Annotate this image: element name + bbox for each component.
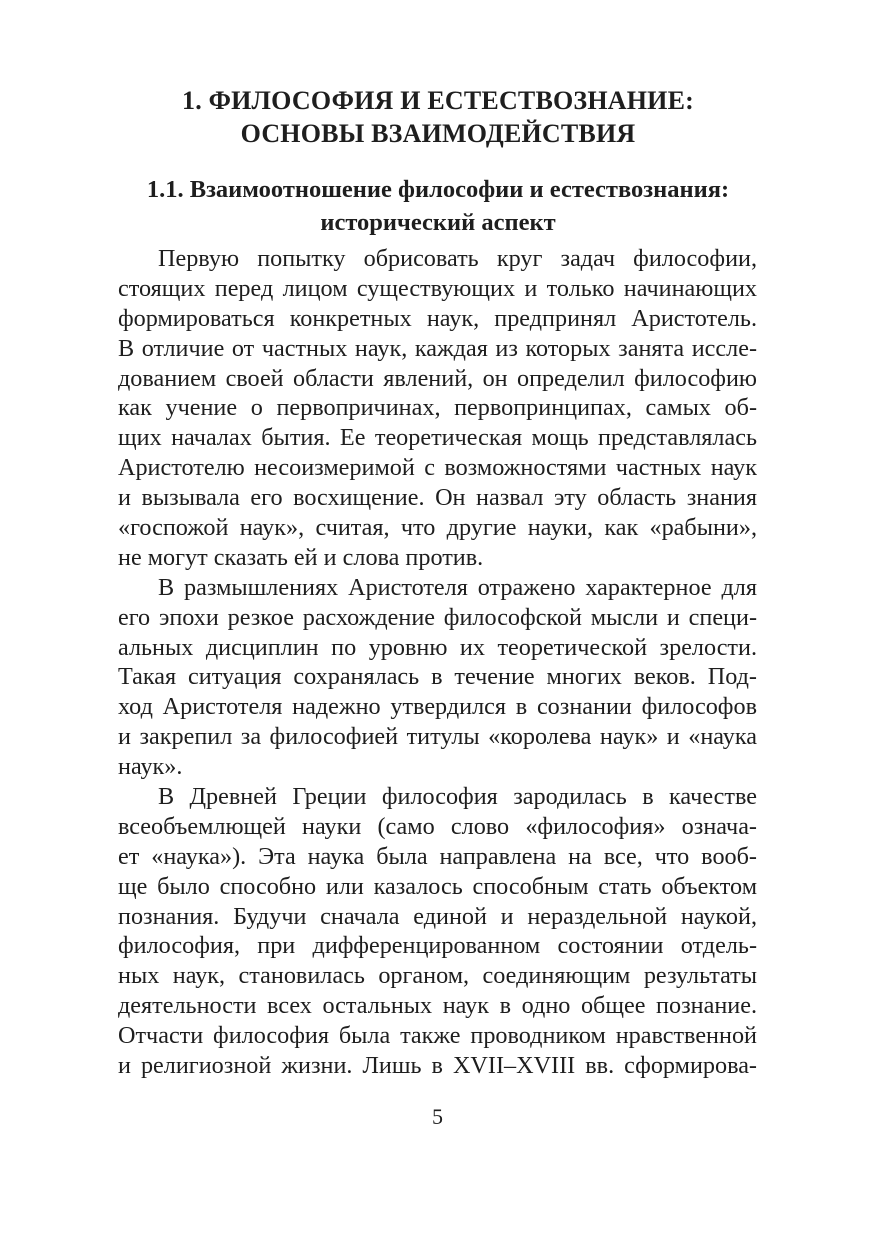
text-line: В Древней Греции философия зародилась в качестве [158,783,757,811]
text-line: стоящих перед лицом существующих и только начинающих [118,274,757,302]
text-line: дованием своей области явлений, он определил философию [118,364,757,392]
paragraph [118,573,757,782]
section-title-line: исторический аспект [320,209,556,236]
text-line: и вызывала его восхищение. Он назвал эту область знания [118,484,757,512]
text-line: ных наук, становилась органом, соединяющим результаты [118,962,757,990]
text-line: альных дисциплин по уровню их теоретической зрелости. [118,633,757,661]
section-title-line: 1.1. Взаимоотношение философии и естествознания: [146,176,730,203]
text-line: Такая ситуация сохранялась в течение многих веков. Под- [118,663,757,691]
body-text [118,244,757,1081]
text-line: не могут сказать ей и слова против. [118,543,484,571]
text-line: «госпожой наук», считая, что другие науки, как «рабыни», [118,514,757,542]
text-line: Аристотелю несоизмеримой с возможностями частных наук [118,454,757,482]
paragraph [118,782,757,1081]
page-number: 5 [432,1104,443,1129]
chapter-title-line: 1. ФИЛОСОФИЯ И ЕСТЕСТВОЗНАНИЕ: [182,86,694,115]
text-line: ет «наука»). Эта наука была направлена на все, что вооб- [118,842,757,870]
section-title [118,173,758,239]
text-line: В размышлениях Аристотеля отражено характерное для [158,573,757,601]
text-line: познания. Будучи сначала единой и нераздельной наукой, [118,902,757,930]
text-line: всеобъемлющей науки (само слово «философия» означа- [118,812,757,840]
text-line: формироваться конкретных наук, предпринял Аристотель. [118,304,757,332]
text-line: философия, при дифференцированном состоянии отдель- [118,932,757,960]
text-line: ще было способно или казалось способным стать объектом [118,872,757,900]
text-line: щих началах бытия. Ее теоретическая мощь представлялась [118,424,757,452]
text-line: его эпохи резкое расхождение философской мысли и специ- [118,603,757,631]
text-line: ход Аристотеля надежно утвердился в сознании философов [118,693,757,721]
text-line: В отличие от частных наук, каждая из которых занята иссле- [118,334,757,362]
text-line: наук». [118,753,183,781]
text-line: и закрепил за философией титулы «королева наук» и «наука [118,723,757,751]
paragraph [118,244,757,573]
chapter-title [118,84,758,150]
chapter-title-line: ОСНОВЫ ВЗАИМОДЕЙСТВИЯ [240,119,636,148]
text-line: как учение о первопричинах, первопринципах, самых об- [118,394,757,422]
text-line: Первую попытку обрисовать круг задач философии, [158,245,757,272]
text-line: и религиозной жизни. Лишь в XVII–XVIII вв. сформирова- [118,1052,757,1080]
text-line: деятельности всех остальных наук в одно общее познание. [118,992,757,1020]
text-line: Отчасти философия была также проводником нравственной [118,1022,757,1050]
